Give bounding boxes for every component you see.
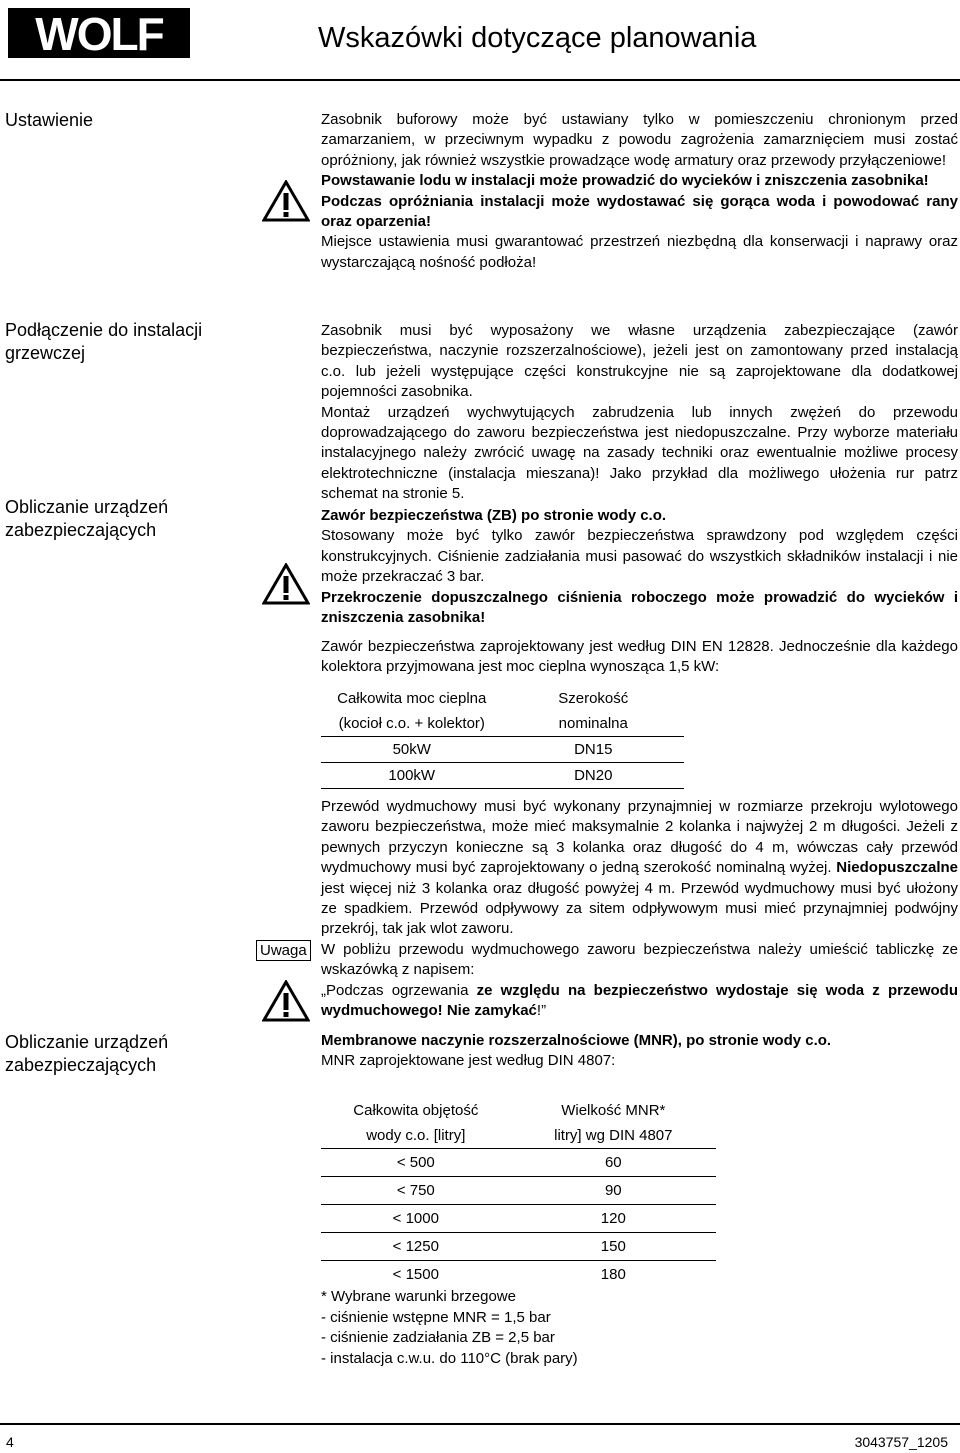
logo-text: WOLF <box>35 8 163 58</box>
table-header: Szerokość <box>558 690 629 707</box>
section-heading: Membranowe naczynie rozszerzalnościowe (MNR), po stronie wody c.o. <box>321 1032 832 1049</box>
table-cell: 120 <box>511 1205 716 1233</box>
table-header: Całkowita moc cieplna <box>337 690 487 707</box>
note-line: - ciśnienie wstępne MNR = 1,5 bar <box>321 1308 551 1326</box>
section-ustawienie <box>321 110 958 273</box>
table-cell: < 1500 <box>321 1261 511 1289</box>
table-cell: < 1000 <box>321 1205 511 1233</box>
table-row <box>321 1261 716 1289</box>
table-cell: DN15 <box>503 737 685 763</box>
document-code: 3043757_1205 <box>854 1434 948 1450</box>
table-header: Całkowita objętość <box>353 1102 479 1119</box>
table-row <box>321 1205 716 1233</box>
paragraph: W pobliżu przewodu wydmuchowego zaworu bezpieczeństwa należy umieścić tabliczkę ze wskazówką z napisem: <box>321 940 958 979</box>
section-heading: Zawór bezpieczeństwa (ZB) po stronie wody c.o. <box>321 507 667 524</box>
table-cell: 150 <box>511 1233 716 1261</box>
section-zawor-norma <box>321 637 958 678</box>
sidebar-heading-obliczanie-2: Obliczanie urządzeń zabezpieczających <box>5 1032 169 1075</box>
note-line: - ciśnienie zadziałania ZB = 2,5 bar <box>321 1329 555 1347</box>
paragraph: MNR zaprojektowane jest według DIN 4807: <box>321 1052 616 1070</box>
table-cell: < 750 <box>321 1177 511 1205</box>
table-cell: < 1250 <box>321 1233 511 1261</box>
paragraph: Zawór bezpieczeństwa zaprojektowany jest według DIN EN 12828. Jednocześnie dla każdego kolektora przyjmowana jest moc cieplna wynosząca 1,5 kW: <box>321 638 958 676</box>
table-cell: 50kW <box>321 737 503 763</box>
table-cell: < 500 <box>321 1149 511 1177</box>
table-header: nominalna <box>558 715 628 732</box>
table-cell: 90 <box>511 1177 716 1205</box>
paragraph: Montaż urządzeń wychwytujących zabrudzenia lub innych zwężeń do przewodu doprowadzającego do zaworu bezpieczeństwa jest niedopuszczalne. Przy wyborze materiału instalacyjnego należy zwrócić uwagę na zasady techniki oraz ewentualnie możliwe procesy elektrotechniczne (instalacja mieszana)! Jako przykład dla możliwego ułożenia rur patrz schemat na stronie 5. <box>321 403 958 503</box>
note-line: - instalacja c.w.u. do 110°C (brak pary) <box>321 1349 578 1367</box>
table-cell: DN20 <box>503 763 685 789</box>
quote-text: „Podczas ogrzewania ze względu na bezpieczeństwo wydostaje się woda z przewodu wydmuchowego! Nie zamykać!” <box>321 981 958 1020</box>
paragraph: Stosowany może być tylko zawór bezpieczeństwa sprawdzony pod względem części konstrukcyjnych. Ciśnienie zadziałania musi pasować do wszystkich składników instalacji i nie może przekraczać 3 bar. <box>321 527 958 586</box>
uwaga-label: Uwaga <box>256 940 311 961</box>
paragraph: Zasobnik musi być wyposażony we własne urządzenia zabezpieczające (zawór bezpieczeństwa, naczynie rozszerzalnościowe), jeżeli jest on zamontowany przed instalacją c.o. lub jeżeli występujące części konstrukcyjne nie są zaprojektowane dla dodatkowej pojemności zasobnika. <box>321 322 958 401</box>
wolf-logo <box>8 8 190 58</box>
sidebar-heading-obliczanie-1: Obliczanie urządzeń zabezpieczających <box>5 497 169 540</box>
table-cell: 180 <box>511 1261 716 1289</box>
section-podlaczenie <box>321 321 958 505</box>
page-title: Wskazówki dotyczące planowania <box>318 22 757 54</box>
page-number: 4 <box>6 1434 14 1450</box>
warning-text: Powstawanie lodu w instalacji może prowadzić do wycieków i zniszczenia zasobnika! <box>321 172 929 190</box>
table-row <box>321 763 684 789</box>
footer-rule <box>0 1423 960 1425</box>
boundary-conditions-notes <box>321 1287 578 1369</box>
table-row <box>321 737 684 763</box>
table-header: Wielkość MNR* <box>561 1102 666 1119</box>
warning-text: Podczas opróżniania instalacji może wydostawać się gorąca woda i powodować rany oraz oparzenia! <box>321 192 958 231</box>
sidebar-heading-ustawienie: Ustawienie <box>5 110 94 130</box>
section-mnr <box>321 1031 958 1072</box>
header-rule <box>0 79 960 81</box>
table-header: (kocioł c.o. + kolektor) <box>338 715 485 732</box>
paragraph: Zasobnik buforowy może być ustawiany tylko w pomieszczeniu chronionym przed zamarzaniem, w przeciwnym wypadku z powodu zagrożenia zamarznięciem musi zostać opróżniony, jak również wszystkie prowadzące wodę armatury oraz przewody przyłączeniowe! <box>321 111 958 169</box>
warning-icon <box>262 563 310 605</box>
paragraph: Przewód wydmuchowy musi być wykonany przynajmniej w rozmiarze przekroju wylotowego zaworu bezpieczeństwa, może mieć maksymalnie 2 kolanka i najwyżej 2 m długości. Jeżeli z pewnych przyczyn konieczne są 3 kolanka oraz długość do 4 m, wówczas cały przewód wydmuchowy musi być zaprojektowany o jedną szerokość nominalną wyżej. Niedopuszczalne jest więcej niż 3 kolanka oraz długość powyżej 4 m. Przewód wydmuchowy musi być ułożony ze spadkiem. Przewód odpływowy za sitem odpływowym musi mieć przynajmniej podwójny przekrój, tak jak wlot zaworu. <box>321 798 958 938</box>
table-cell: 60 <box>511 1149 716 1177</box>
section-zawor-bezpieczenstwa <box>321 506 958 628</box>
table-nominal-width <box>321 686 684 791</box>
note-line: * Wybrane warunki brzegowe <box>321 1288 516 1305</box>
table-header: wody c.o. [litry] <box>366 1127 466 1144</box>
table-header: litry] wg DIN 4807 <box>554 1127 673 1144</box>
table-mnr-size <box>321 1098 716 1289</box>
warning-icon <box>262 980 310 1022</box>
section-przewod-wydmuchowy <box>321 797 958 1021</box>
table-row <box>321 1177 716 1205</box>
paragraph: Miejsce ustawienia musi gwarantować przestrzeń niezbędną dla konserwacji i naprawy oraz wystarczającą nośność podłoża! <box>321 233 958 271</box>
warning-icon <box>262 180 310 222</box>
table-row <box>321 1149 716 1177</box>
table-row <box>321 1233 716 1261</box>
warning-text: Przekroczenie dopuszczalnego ciśnienia roboczego może prowadzić do wycieków i zniszczenia zasobnika! <box>321 588 958 627</box>
sidebar-heading-podlaczenie: Podłączenie do instalacji grzewczej <box>5 320 203 363</box>
table-cell: 100kW <box>321 763 503 789</box>
